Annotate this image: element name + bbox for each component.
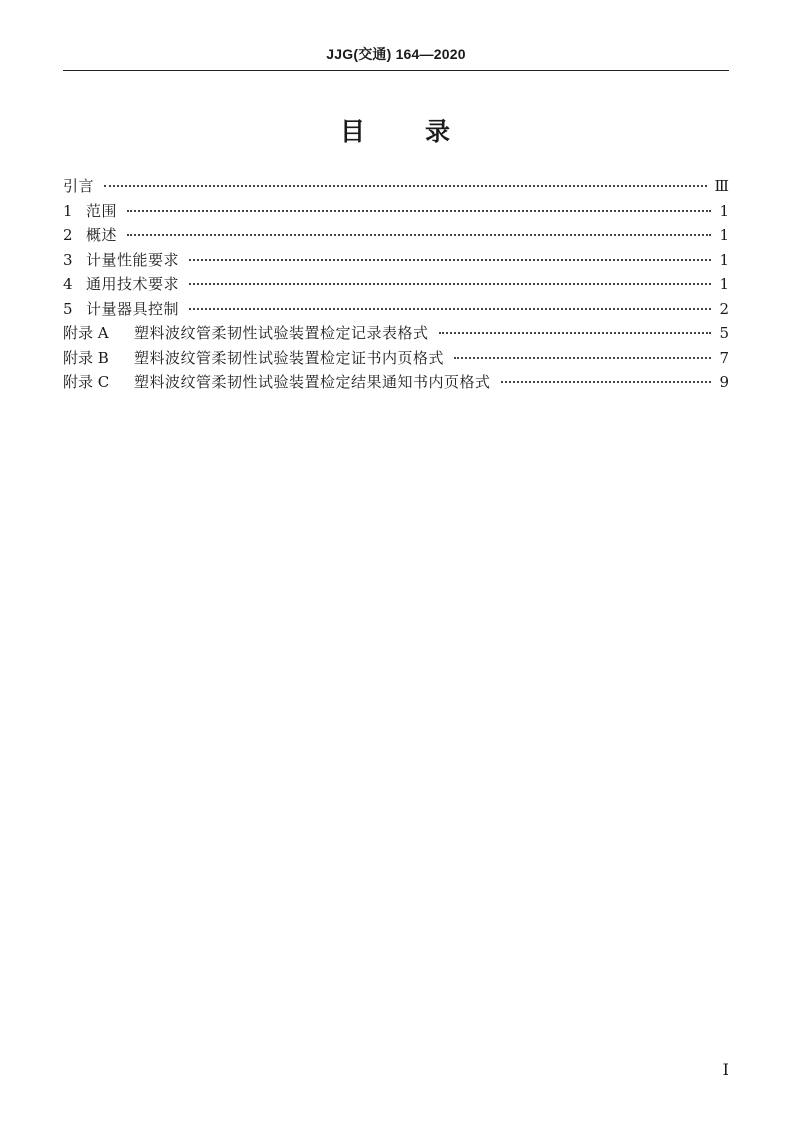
toc-entry-number: 3 [63,250,73,269]
dot-leader [189,259,711,261]
toc-entry-label: 塑料波纹管柔韧性试验装置检定证书内页格式 [134,348,445,367]
dot-leader [439,332,712,334]
toc-entry-label: 计量性能要求 [86,250,180,269]
toc-entry-number: 4 [63,275,73,293]
toc-entry-label: 概述 [86,226,118,244]
toc-entry-label: 引言 [63,177,95,195]
page-header: JJG(交通) 164—2020 [326,46,466,62]
toc-entry-page: Ⅲ [714,177,729,195]
toc-entry-instrument-control[interactable] [63,297,729,322]
toc-entry-page: 7 [719,348,729,367]
toc-entry-page: 1 [719,226,729,244]
toc-entry-page: 2 [719,299,729,318]
dot-leader [454,357,711,359]
dot-leader [104,185,707,187]
toc-entry-page: 1 [719,201,729,220]
toc-entry-number: 2 [63,226,73,244]
dot-leader [189,283,711,285]
toc-entry-number: 5 [63,299,73,318]
toc-entry-number: 1 [63,201,73,220]
toc-entry-number: 附录 C [63,373,110,391]
toc-entry-scope[interactable] [63,199,729,224]
toc-entry-label: 塑料波纹管柔韧性试验装置检定结果通知书内页格式 [134,373,491,391]
toc-entry-number: 附录 A [63,324,109,342]
header-rule [63,70,729,71]
toc-entry-label: 计量器具控制 [86,299,180,318]
toc-entry-page: 1 [719,275,729,293]
toc-entry-appendix-b[interactable] [63,346,729,371]
toc-entry-page: 5 [719,324,729,342]
toc-entry-page: 9 [719,373,729,391]
toc-entry-technical-requirements[interactable] [63,272,729,297]
dot-leader [127,210,711,212]
toc-entry-label: 通用技术要求 [86,275,180,293]
dot-leader [127,234,711,236]
table-of-contents [63,174,729,395]
toc-entry-metrological-requirements[interactable] [63,248,729,273]
toc-entry-preface[interactable] [63,174,729,199]
dot-leader [189,308,711,310]
toc-entry-label: 范围 [86,201,118,220]
toc-entry-page: 1 [719,250,729,269]
toc-entry-label: 塑料波纹管柔韧性试验装置检定记录表格式 [134,324,429,342]
toc-entry-appendix-a[interactable] [63,321,729,346]
toc-title: 目录 [339,117,510,146]
toc-entry-overview[interactable] [63,223,729,248]
dot-leader [501,381,712,383]
page-number: I [722,1060,729,1079]
toc-entry-appendix-c[interactable] [63,370,729,395]
toc-entry-number: 附录 B [63,348,109,367]
